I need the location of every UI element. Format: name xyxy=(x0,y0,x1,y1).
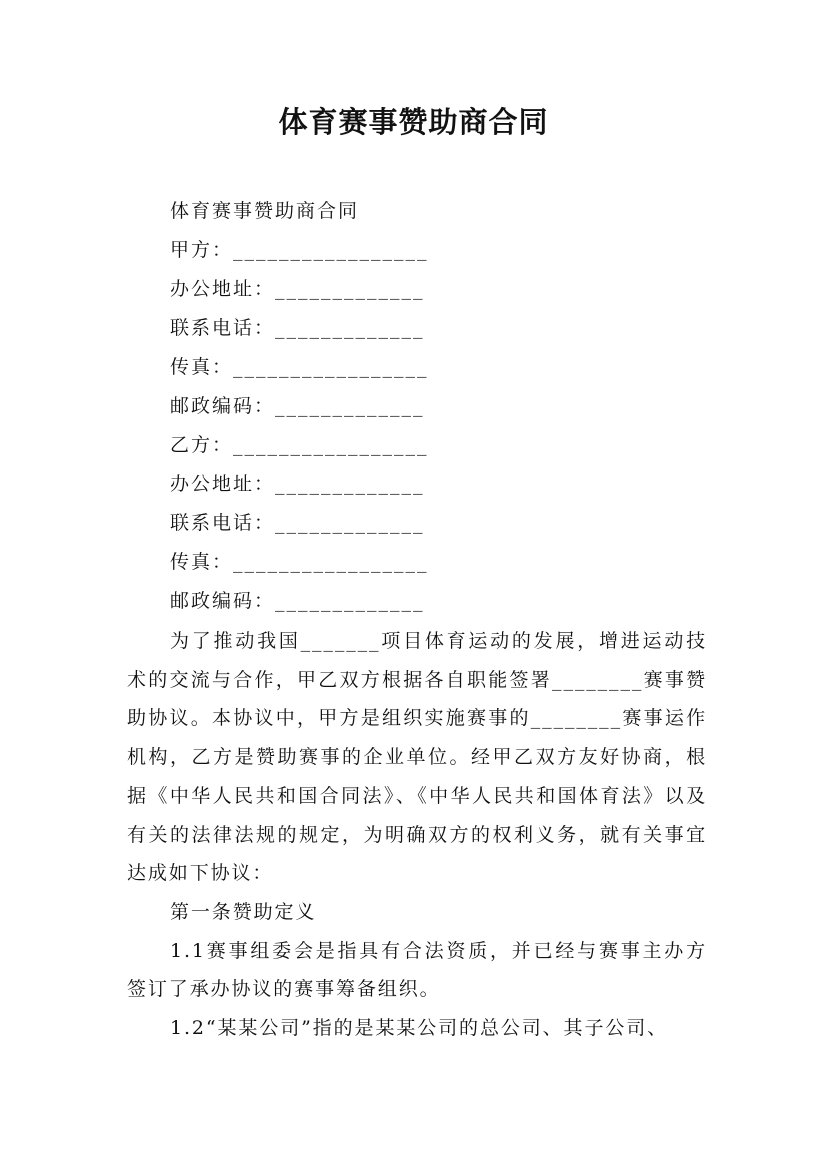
party-b-fax-field: 传真：_________________ xyxy=(170,551,429,573)
party-info-block xyxy=(170,196,690,625)
article-heading: 第一条赞助定义 xyxy=(170,900,317,923)
preamble-paragraph: 为了推动我国_______项目体育运动的发展，增进运动技术的交流与合作，甲乙双方根据各自职能签署________赛事赞助协议。本协议中，甲方是组织实施赛事的________赛事运作机构，乙方是赞助赛事的企业单位。经甲乙双方友好协商，根据《中华人民共和国合同法》、《中华人民共和国体育法》以及有关的法律法规的规定，为明确双方的权利义务，就有关事宜达成如下协议： xyxy=(127,630,707,885)
party-b-name-field: 乙方：_________________ xyxy=(170,434,429,456)
document-title: 体育赛事赞助商合同 xyxy=(278,105,549,139)
clause-paragraph: 1.1赛事组委会是指具有合法资质，并已经与赛事主办方签订了承办协议的赛事筹备组织。 xyxy=(127,939,707,1001)
clause-paragraph: 1.2“某某公司”指的是某某公司的总公司、其子公司、 xyxy=(170,1017,669,1040)
contract-subtitle: 体育赛事赞助商合同 xyxy=(170,200,360,222)
party-b-postcode-field: 邮政编码：_____________ xyxy=(170,590,425,612)
party-a-postcode-field: 邮政编码：_____________ xyxy=(170,395,425,417)
party-a-name-field: 甲方：_________________ xyxy=(170,239,429,261)
party-a-fax-field: 传真：_________________ xyxy=(170,356,429,378)
party-b-phone-field: 联系电话：_____________ xyxy=(170,512,425,534)
party-b-address-field: 办公地址：_____________ xyxy=(170,473,425,495)
party-a-phone-field: 联系电话：_____________ xyxy=(170,317,425,339)
contract-body xyxy=(127,622,707,1048)
party-a-address-field: 办公地址：_____________ xyxy=(170,278,425,300)
